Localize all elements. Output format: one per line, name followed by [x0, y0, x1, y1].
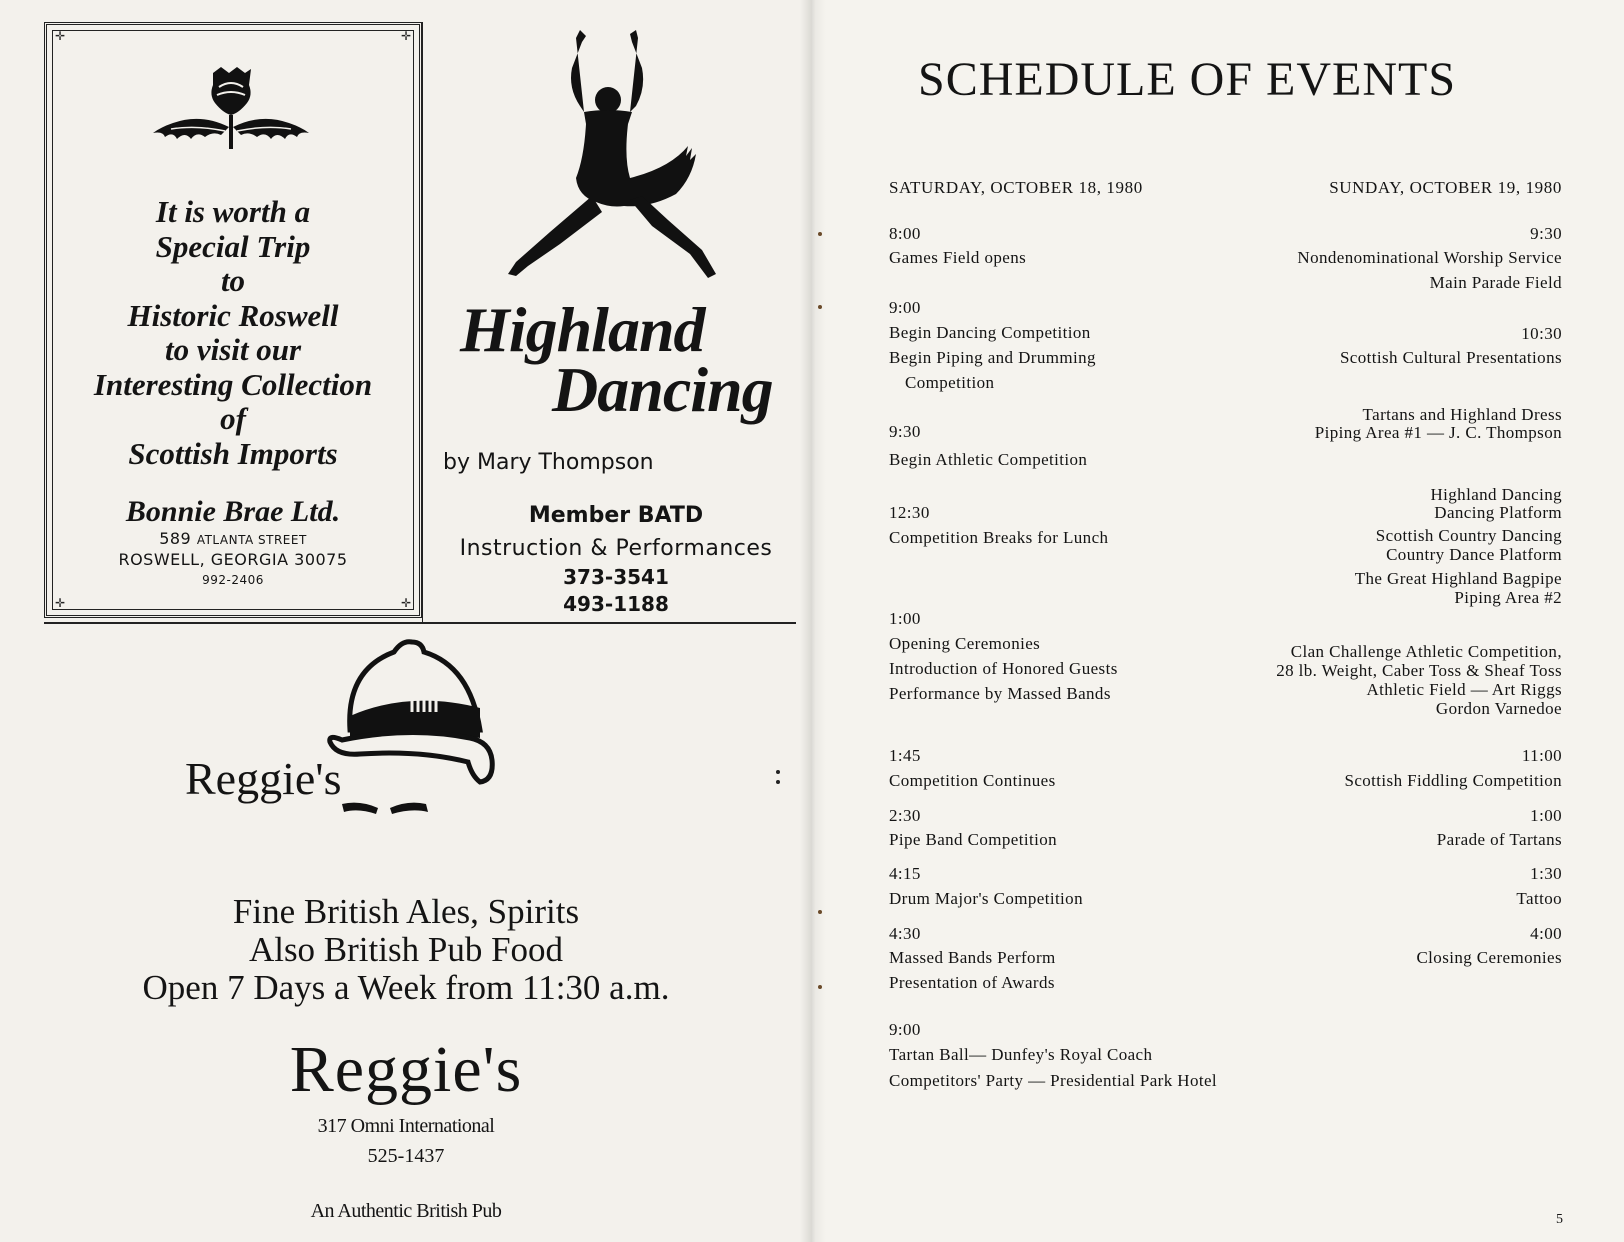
- event-time: 1:00: [889, 609, 921, 628]
- reggies-phone: 525-1437: [367, 1145, 445, 1167]
- book-spine: [800, 0, 826, 1242]
- event-item: Closing Ceremonies: [1416, 948, 1562, 967]
- instructor-name: by Mary Thompson: [443, 450, 654, 475]
- event-item: Piping Area #2: [1454, 588, 1562, 607]
- slogan-line: Historic Roswell: [127, 297, 339, 333]
- slogan-line: It is worth a: [155, 194, 311, 229]
- event-item: Tartans and Highland Dress: [1362, 405, 1562, 424]
- services: Instruction & Performances: [459, 536, 773, 561]
- event-item: Competition: [905, 373, 995, 392]
- dancer-silhouette-icon: [480, 28, 750, 298]
- slogan-line: Interesting Collection: [93, 366, 373, 402]
- event-item: Highland Dancing: [1430, 485, 1562, 504]
- street-number: 589: [159, 529, 192, 548]
- event-time: 1:30: [1530, 864, 1562, 883]
- event-item: Scottish Fiddling Competition: [1344, 771, 1562, 790]
- event-time: 4:30: [889, 924, 921, 943]
- event-time: 8:00: [889, 224, 921, 243]
- ad-divider-vertical: [422, 22, 423, 624]
- event-item: Competition Continues: [889, 771, 1056, 790]
- sunday-heading: SUNDAY, OCTOBER 19, 1980: [1329, 178, 1562, 197]
- print-mark: [776, 770, 780, 774]
- bonnie-brae-address: [47, 529, 419, 590]
- event-item: Nondenominational Worship Service: [1297, 248, 1562, 267]
- event-item: Begin Dancing Competition: [889, 323, 1091, 342]
- event-time: 4:15: [889, 864, 921, 883]
- ad-divider-horizontal: [44, 622, 796, 624]
- slogan-line: to: [220, 263, 246, 298]
- event-item: Massed Bands Perform: [889, 948, 1056, 967]
- slogan-line: of: [220, 401, 246, 436]
- event-time: 9:30: [1530, 224, 1562, 243]
- title-line-dancing: Dancing: [552, 354, 773, 425]
- reggies-address: 317 Omni International: [317, 1115, 495, 1137]
- event-item: Parade of Tartans: [1436, 830, 1562, 849]
- event-item: Clan Challenge Athletic Competition,: [1290, 642, 1562, 661]
- bonnie-brae-ad: ✛ ✛ ✛ ✛ It is worth a Special Trip to Historic Roswell to visit our Interesting Collection of Scottish Imports Bonnie Brae Ltd. 589 ATLANTA STREET ROSWELL, GEORGIA 30075 992-2406: [44, 22, 422, 618]
- reggies-logo-text: Reggie's: [185, 753, 342, 804]
- reggies-name: Reggie's: [289, 1033, 523, 1106]
- event-item: Tartan Ball— Dunfey's Royal Coach: [889, 1045, 1153, 1064]
- title-line-highland: Highland: [460, 294, 705, 365]
- event-time: 10:30: [1521, 324, 1562, 343]
- phone: 992-2406: [202, 573, 264, 587]
- schedule-title: SCHEDULE OF EVENTS: [918, 53, 1457, 106]
- event-item: Gordon Varnedoe: [1435, 699, 1562, 718]
- print-mark: [818, 985, 822, 989]
- bonnie-brae-name: Bonnie Brae Ltd.: [125, 495, 341, 528]
- print-mark: [776, 780, 780, 784]
- event-time: 11:00: [1521, 746, 1562, 765]
- event-item: Introduction of Honored Guests: [889, 659, 1118, 678]
- event-time: 1:00: [1530, 806, 1562, 825]
- event-item: Games Field opens: [889, 248, 1027, 267]
- saturday-heading: SATURDAY, OCTOBER 18, 1980: [889, 178, 1143, 197]
- print-mark: [818, 305, 822, 309]
- event-item: 28 lb. Weight, Caber Toss & Sheaf Toss: [1276, 661, 1562, 680]
- event-item: Competition Breaks for Lunch: [889, 528, 1109, 547]
- phone-1: 373-3541: [563, 565, 669, 589]
- slogan-line: Scottish Imports: [128, 435, 338, 471]
- event-time: 9:00: [889, 1020, 921, 1039]
- reggies-line-1: Fine British Ales, Spirits: [232, 892, 580, 931]
- event-item: Presentation of Awards: [889, 973, 1055, 992]
- event-item: The Great Highland Bagpipe: [1354, 569, 1562, 588]
- phone-2: 493-1188: [563, 592, 669, 616]
- highland-dancing-title: [460, 294, 773, 425]
- bonnie-brae-slogan: [47, 195, 419, 471]
- slogan-line: Special Trip: [155, 228, 311, 264]
- print-mark: [818, 232, 822, 236]
- event-item: Begin Athletic Competition: [889, 450, 1088, 469]
- event-time: 9:30: [889, 422, 921, 441]
- event-item: Scottish Cultural Presentations: [1339, 348, 1562, 367]
- reggies-tagline: An Authentic British Pub: [310, 1200, 502, 1222]
- event-item: Tattoo: [1516, 889, 1562, 908]
- event-item: Main Parade Field: [1429, 273, 1562, 292]
- thistle-icon: [151, 65, 311, 155]
- event-time: 1:45: [889, 746, 921, 765]
- event-item: Dancing Platform: [1434, 503, 1562, 522]
- reggies-line-2: Also British Pub Food: [248, 930, 564, 969]
- event-item: Opening Ceremonies: [889, 634, 1041, 653]
- event-item: Begin Piping and Drumming: [889, 348, 1096, 367]
- event-item: Scottish Country Dancing: [1375, 526, 1562, 545]
- event-item: Competitors' Party — Presidential Park Hotel: [889, 1071, 1218, 1090]
- event-item: Drum Major's Competition: [889, 889, 1083, 908]
- event-item: Pipe Band Competition: [889, 830, 1058, 849]
- event-time: 4:00: [1530, 924, 1562, 943]
- event-time: 9:00: [889, 298, 921, 317]
- reggies-hours: Open 7 Days a Week from 11:30 a.m.: [142, 968, 670, 1007]
- print-mark: [818, 910, 822, 914]
- membership: Member BATD: [528, 503, 704, 528]
- event-time: 12:30: [889, 503, 930, 522]
- street-name: ATLANTA STREET: [196, 533, 307, 547]
- slogan-line: to visit our: [164, 332, 302, 367]
- event-item: Athletic Field — Art Riggs: [1366, 680, 1562, 699]
- event-item: Piping Area #1 — J. C. Thompson: [1314, 423, 1562, 442]
- page-number: 5: [1556, 1212, 1563, 1227]
- event-item: Performance by Massed Bands: [889, 684, 1111, 703]
- jockey-cap-icon: [320, 630, 510, 830]
- event-item: Country Dance Platform: [1386, 545, 1562, 564]
- event-time: 2:30: [889, 806, 921, 825]
- city: ROSWELL, GEORGIA 30075: [118, 550, 348, 569]
